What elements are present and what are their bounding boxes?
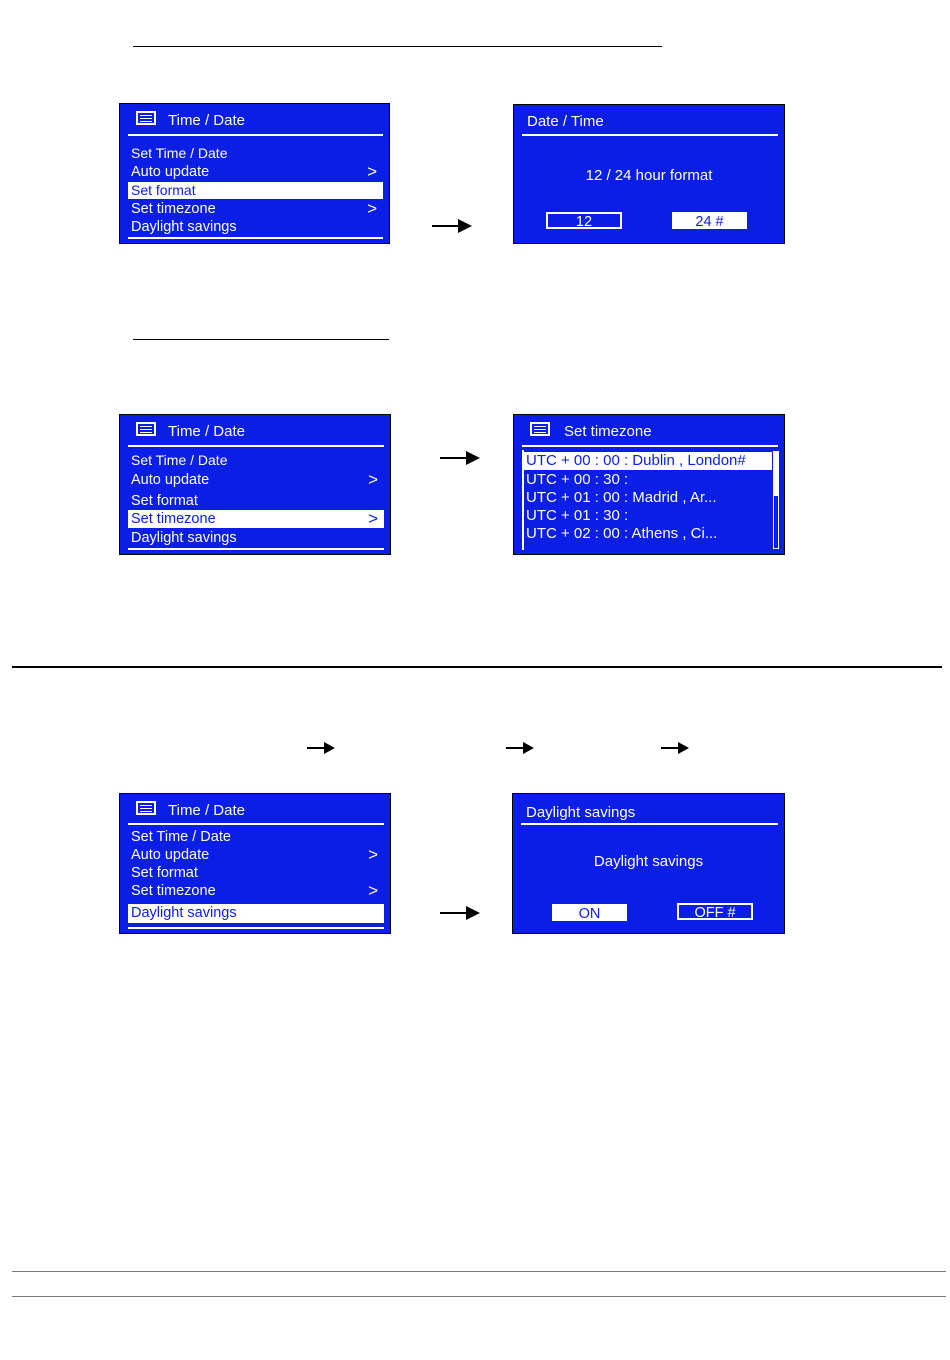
time-date-menu-screen: [119, 793, 391, 934]
screen-title: Time / Date: [168, 802, 245, 819]
right-arrow-icon: [307, 742, 335, 754]
scrollbar-thumb[interactable]: [774, 452, 778, 496]
title-underline: [128, 823, 384, 825]
screen-title: Time / Date: [168, 112, 245, 129]
menu-item-daylight-savings[interactable]: Daylight savings: [128, 904, 384, 923]
timezone-item[interactable]: UTC + 00 : 30 :: [526, 471, 629, 488]
menu-item-auto-update[interactable]: Auto update >: [131, 162, 377, 181]
set-timezone-screen: [513, 414, 785, 555]
time-date-menu-screen: [119, 414, 391, 555]
right-arrow-icon: [506, 742, 534, 754]
chevron-right-icon: >: [368, 509, 378, 528]
screen-title: Time / Date: [168, 423, 245, 440]
scrollbar[interactable]: [773, 451, 779, 549]
menu-item-set-format[interactable]: Set format: [128, 182, 383, 199]
title-underline: [128, 445, 384, 447]
option-on[interactable]: ON: [552, 904, 627, 921]
timezone-item[interactable]: UTC + 01 : 00 : Madrid , Ar...: [526, 489, 717, 506]
footer-rule-1: [12, 1271, 946, 1272]
daylight-savings-screen: [512, 793, 785, 934]
right-arrow-icon: [432, 219, 472, 233]
screen-title: Daylight savings: [526, 804, 636, 821]
title-underline: [522, 134, 778, 136]
time-date-menu-screen: [119, 103, 390, 244]
bottom-line: [128, 927, 384, 929]
timezone-item[interactable]: UTC + 00 : 00 : Dublin , London#: [522, 452, 772, 470]
list-menu-icon: [136, 111, 156, 125]
title-underline: [521, 823, 778, 825]
bottom-line: [128, 548, 384, 550]
list-menu-icon: [136, 801, 156, 815]
menu-item-daylight-savings[interactable]: Daylight savings: [131, 219, 237, 235]
section-divider: [12, 666, 942, 668]
title-underline: [128, 134, 383, 136]
format-prompt: 12 / 24 hour format: [585, 167, 713, 184]
timezone-item[interactable]: UTC + 01 : 30 :: [526, 507, 629, 524]
chevron-right-icon: >: [368, 470, 378, 489]
chevron-right-icon: >: [367, 199, 377, 218]
menu-item-daylight-savings[interactable]: Daylight savings: [131, 530, 237, 546]
right-arrow-icon: [440, 451, 480, 465]
menu-item-set-format[interactable]: Set format: [131, 493, 198, 509]
right-arrow-icon: [440, 906, 480, 920]
bottom-line: [128, 237, 383, 239]
menu-item-set-timezone[interactable]: Set timezone >: [131, 881, 378, 900]
screen-title: Date / Time: [527, 113, 604, 130]
option-off[interactable]: OFF #: [677, 903, 753, 920]
screen-title: Set timezone: [564, 423, 652, 440]
menu-item-set-format[interactable]: Set format: [131, 865, 198, 881]
footer-rule-2: [12, 1296, 946, 1297]
menu-item-auto-update[interactable]: Auto update >: [131, 845, 378, 864]
date-time-format-screen: [513, 104, 785, 244]
list-menu-icon: [530, 422, 550, 436]
menu-item-set-time-date[interactable]: Set Time / Date: [131, 145, 228, 161]
option-12-hour[interactable]: 12: [546, 212, 622, 229]
title-underline: [522, 445, 778, 447]
right-arrow-icon: [661, 742, 689, 754]
heading-underline-1: [133, 46, 662, 47]
timezone-item[interactable]: UTC + 02 : 00 : Athens , Ci...: [526, 525, 718, 542]
chevron-right-icon: >: [367, 162, 377, 181]
option-24-hour[interactable]: 24 #: [672, 212, 747, 229]
menu-item-set-timezone[interactable]: Set timezone >: [128, 510, 384, 528]
daylight-prompt: Daylight savings: [593, 853, 704, 870]
menu-item-set-time-date[interactable]: Set Time / Date: [131, 452, 228, 468]
list-menu-icon: [136, 422, 156, 436]
chevron-right-icon: >: [368, 881, 378, 900]
heading-underline-2: [133, 339, 389, 340]
menu-item-auto-update[interactable]: Auto update >: [131, 470, 378, 489]
chevron-right-icon: >: [368, 845, 378, 864]
menu-item-set-time-date[interactable]: Set Time / Date: [131, 829, 231, 845]
menu-item-set-timezone[interactable]: Set timezone >: [131, 199, 377, 218]
